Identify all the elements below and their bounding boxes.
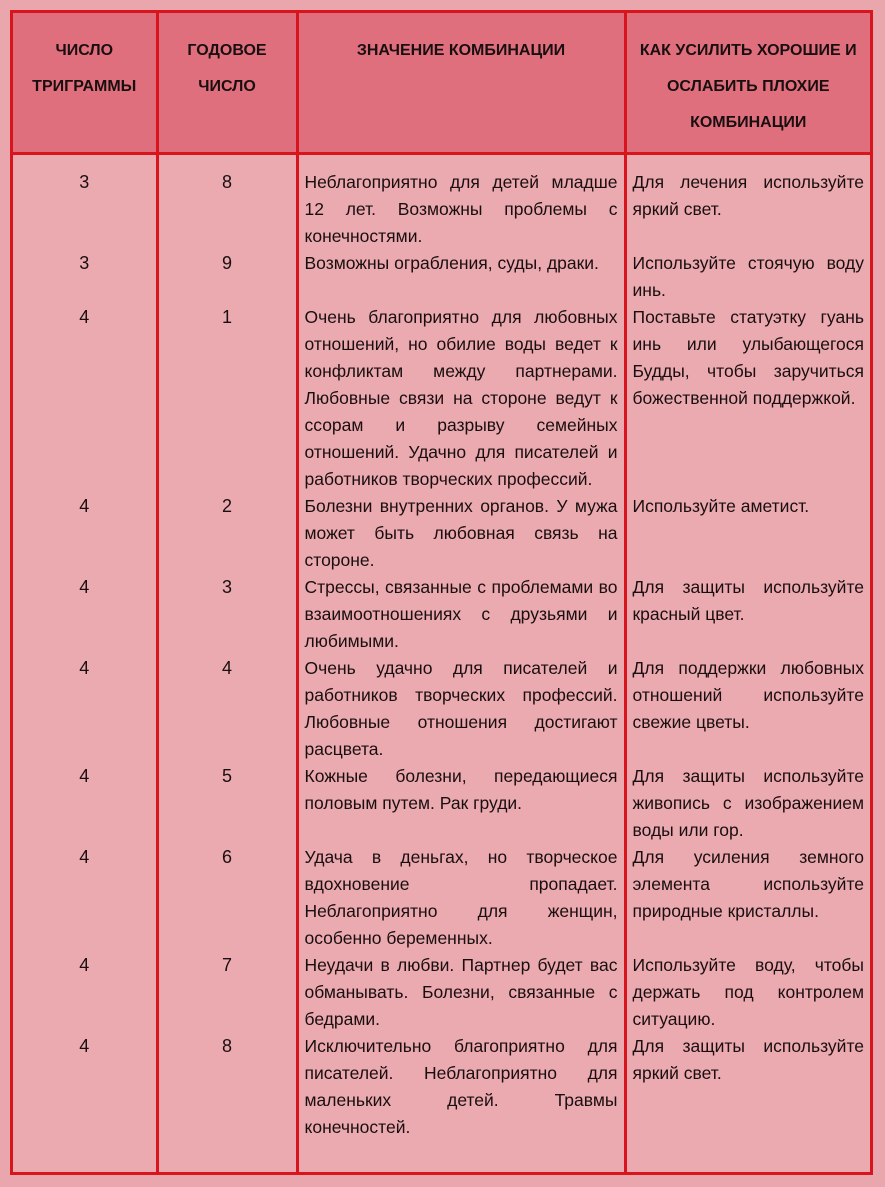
year-cell: 2 — [157, 493, 297, 574]
table-row — [13, 493, 870, 574]
table-page — [10, 10, 873, 1175]
year-cell: 8 — [157, 1033, 297, 1141]
trigram-cell: 4 — [13, 574, 157, 655]
advice-cell: Поставьте статуэтку гуань инь или улыбающегося Будды, чтобы заручиться божественной поддержкой. — [632, 306, 864, 408]
table-body — [13, 153, 870, 1172]
table-row — [13, 153, 870, 250]
empty-cell — [157, 1141, 297, 1173]
table-row — [13, 1033, 870, 1141]
trigram-cell: 3 — [13, 250, 157, 304]
trigram-cell: 4 — [13, 1033, 157, 1141]
meaning-cell: Болезни внутренних органов. У мужа может быть любовная связь на стороне. — [297, 493, 625, 574]
table-row — [13, 763, 870, 844]
trigram-cell: 4 — [13, 655, 157, 763]
year-cell: 5 — [157, 763, 297, 844]
year-cell: 3 — [157, 574, 297, 655]
advice-cell: Используйте аметист. — [632, 495, 810, 516]
advice-cell: Используйте стоячую воду инь. — [632, 252, 864, 300]
table-row — [13, 250, 870, 304]
table-row — [13, 304, 870, 493]
meaning-cell: Стрессы, связанные с проблемами во взаимоотношениях с друзьями и любимыми. — [297, 574, 625, 655]
empty-cell — [13, 1141, 157, 1173]
year-cell: 1 — [157, 304, 297, 493]
advice-cell: Для поддержки любовных отношений используйте свежие цветы. — [632, 657, 864, 732]
trigram-cell: 4 — [13, 763, 157, 844]
table-row — [13, 952, 870, 1033]
trigram-cell: 4 — [13, 952, 157, 1033]
meaning-cell: Очень благоприятно для любовных отношений, но обилие воды ведет к конфликтам между партнерами. Любовные связи на стороне ведут к ссорам и разрыву семейных отношений. Удачно для писателей и работников творческих профессий. — [297, 304, 625, 493]
year-cell: 4 — [157, 655, 297, 763]
trigram-cell: 3 — [13, 153, 157, 250]
meaning-cell: Очень удачно для писателей и работников творческих профессий. Любовные отношения достигают расцвета. — [297, 655, 625, 763]
advice-cell: Для защиты используйте красный цвет. — [632, 576, 864, 624]
year-cell: 6 — [157, 844, 297, 952]
header-combination-meaning: ЗНАЧЕНИЕ КОМБИНАЦИИ — [297, 13, 625, 153]
empty-cell — [625, 1141, 870, 1173]
year-cell: 8 — [157, 153, 297, 250]
table-row-filler — [13, 1141, 870, 1173]
trigram-cell: 4 — [13, 844, 157, 952]
meaning-cell: Кожные болезни, передающиеся половым путем. Рак груди. — [297, 763, 625, 844]
table-row — [13, 574, 870, 655]
trigram-cell: 4 — [13, 304, 157, 493]
advice-cell: Для усиления земного элемента используйте природные кристаллы. — [632, 846, 864, 921]
header-how-to-strengthen: КАК УСИЛИТЬ ХОРОШИЕ И ОСЛАБИТЬ ПЛОХИЕ КОМБИНАЦИИ — [625, 13, 870, 153]
year-cell: 9 — [157, 250, 297, 304]
meaning-cell: Возможны ограбления, суды, драки. — [297, 250, 625, 304]
trigram-cell: 4 — [13, 493, 157, 574]
advice-cell: Используйте воду, чтобы держать под контролем ситуацию. — [632, 954, 864, 1029]
table-row — [13, 844, 870, 952]
header-trigram-number: ЧИСЛО ТРИГРАММЫ — [13, 13, 157, 153]
table-header — [13, 13, 870, 153]
table-row — [13, 655, 870, 763]
advice-cell: Для защиты используйте яркий свет. — [632, 1035, 864, 1083]
meaning-cell: Исключительно благоприятно для писателей. Неблагоприятно для маленьких детей. Травмы конечностей. — [297, 1033, 625, 1141]
empty-cell — [297, 1141, 625, 1173]
meaning-cell: Неудачи в любви. Партнер будет вас обманывать. Болезни, связанные с бедрами. — [297, 952, 625, 1033]
year-cell: 7 — [157, 952, 297, 1033]
header-year-number: ГОДОВОЕ ЧИСЛО — [157, 13, 297, 153]
meaning-cell: Неблагоприятно для детей младше 12 лет. Возможны проблемы с конечностями. — [297, 153, 625, 250]
combination-table — [13, 13, 870, 1172]
advice-cell: Для защиты используйте живопись с изображением воды или гор. — [632, 765, 864, 840]
meaning-cell: Удача в деньгах, но творческое вдохновение пропадает. Неблагоприятно для женщин, особенно беременных. — [297, 844, 625, 952]
advice-cell: Для лечения используйте яркий свет. — [632, 171, 864, 219]
